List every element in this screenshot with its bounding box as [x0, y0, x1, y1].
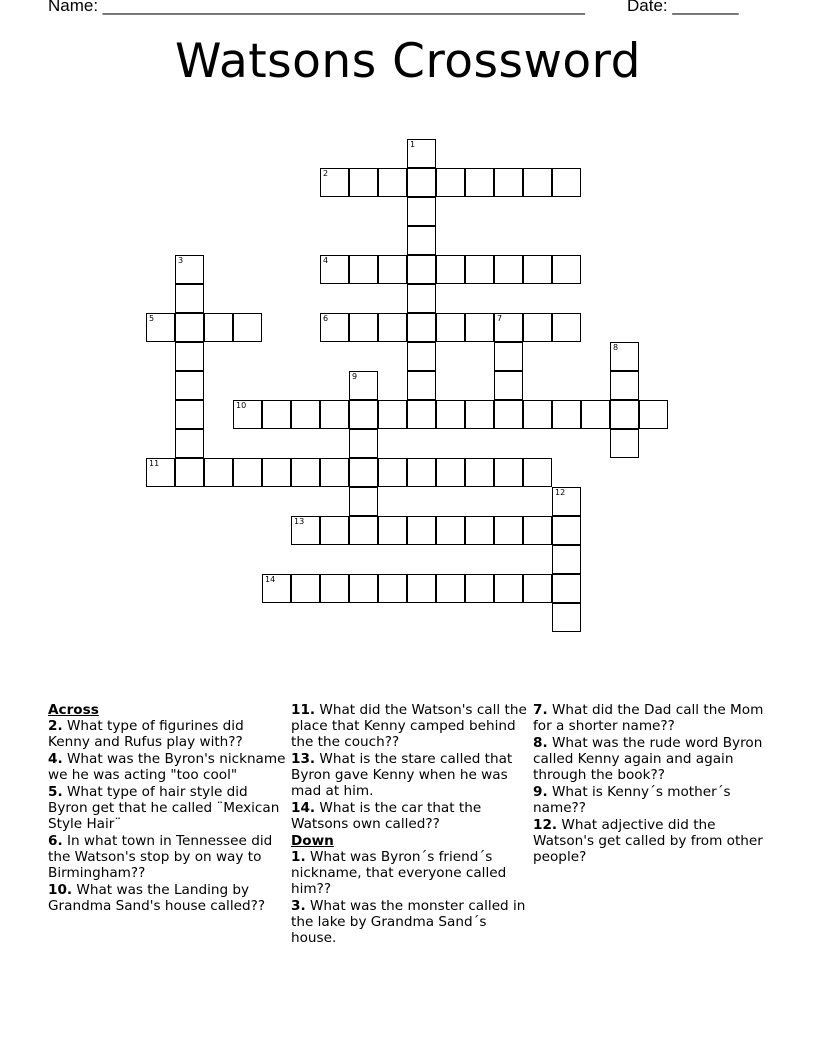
grid-cell[interactable] — [175, 255, 204, 284]
clue-down-7: 7. What did the Dad call the Mom for a shorter name?? — [533, 702, 764, 734]
clue-number: 11 — [149, 459, 160, 468]
grid-cell[interactable] — [465, 255, 494, 284]
grid-cell[interactable] — [407, 139, 436, 168]
grid-cell[interactable] — [349, 574, 378, 603]
grid-cell[interactable] — [320, 313, 349, 342]
grid-cell[interactable] — [262, 574, 291, 603]
grid-cell[interactable] — [407, 516, 436, 545]
grid-cell[interactable] — [407, 574, 436, 603]
clue-down-9: 9. What is Kenny´s mother´s name?? — [533, 784, 731, 816]
grid-cell[interactable] — [407, 371, 436, 400]
grid-cell[interactable] — [175, 284, 204, 313]
grid-cell[interactable] — [349, 487, 378, 516]
clue-across-10: 10. What was the Landing by Grandma Sand's house called?? — [48, 882, 266, 914]
grid-cell[interactable] — [494, 342, 523, 371]
clues-column-3 — [533, 702, 765, 866]
grid-cell[interactable] — [175, 371, 204, 400]
grid-cell[interactable] — [146, 458, 175, 487]
grid-cell[interactable] — [523, 255, 552, 284]
grid-cell[interactable] — [552, 487, 581, 516]
grid-cell[interactable] — [523, 574, 552, 603]
grid-cell[interactable] — [465, 458, 494, 487]
grid-cell[interactable] — [436, 574, 465, 603]
grid-cell[interactable] — [320, 255, 349, 284]
grid-cell[interactable] — [291, 516, 320, 545]
clue-across-13: 13. What is the stare called that Byron gave Kenny when he was mad at him. — [291, 751, 513, 799]
grid-cell[interactable] — [523, 458, 552, 487]
clue-number: 8 — [613, 343, 619, 352]
grid-cell[interactable] — [552, 255, 581, 284]
grid-cell[interactable] — [407, 458, 436, 487]
grid-cell[interactable] — [494, 400, 523, 429]
grid-cell[interactable] — [610, 371, 639, 400]
grid-cell[interactable] — [494, 574, 523, 603]
grid-cell[interactable] — [436, 516, 465, 545]
grid-cell[interactable] — [146, 313, 175, 342]
grid-cell[interactable] — [407, 400, 436, 429]
grid-cell[interactable] — [175, 429, 204, 458]
grid-cell[interactable] — [610, 429, 639, 458]
grid-cell[interactable] — [465, 313, 494, 342]
clue-number: 12 — [555, 488, 566, 497]
grid-cell[interactable] — [378, 168, 407, 197]
clue-number: 6 — [323, 314, 329, 323]
grid-cell[interactable] — [436, 313, 465, 342]
grid-cell[interactable] — [175, 342, 204, 371]
clue-down-8: 8. What was the rude word Byron called Kenny again and again through the book?? — [533, 735, 763, 783]
grid-cell[interactable] — [552, 516, 581, 545]
grid-cell[interactable] — [291, 574, 320, 603]
grid-cell[interactable] — [320, 458, 349, 487]
grid-cell[interactable] — [436, 458, 465, 487]
grid-cell[interactable] — [349, 429, 378, 458]
clues-column-2 — [291, 702, 527, 947]
across-heading: Across — [48, 702, 99, 718]
clue-across-5: 5. What type of hair style did Byron get that he called ¨Mexican Style Hair¨ — [48, 784, 280, 832]
grid-cell[interactable] — [436, 400, 465, 429]
grid-cell[interactable] — [349, 168, 378, 197]
grid-cell[interactable] — [291, 458, 320, 487]
grid-cell[interactable] — [494, 371, 523, 400]
grid-cell[interactable] — [581, 400, 610, 429]
grid-cell[interactable] — [523, 168, 552, 197]
grid-cell[interactable] — [349, 458, 378, 487]
down-heading: Down — [291, 833, 334, 849]
grid-cell[interactable] — [436, 168, 465, 197]
grid-cell[interactable] — [552, 574, 581, 603]
grid-cell[interactable] — [349, 516, 378, 545]
clue-number: 4 — [323, 256, 329, 265]
grid-cell[interactable] — [291, 400, 320, 429]
grid-cell[interactable] — [349, 400, 378, 429]
clue-down-12: 12. What adjective did the Watson's get called by from other people? — [533, 817, 763, 865]
clue-number: 2 — [323, 169, 329, 178]
grid-cell[interactable] — [378, 516, 407, 545]
grid-cell[interactable] — [494, 458, 523, 487]
grid-cell[interactable] — [407, 342, 436, 371]
clue-across-2: 2. What type of figurines did Kenny and Rufus play with?? — [48, 718, 244, 750]
grid-cell[interactable] — [407, 197, 436, 226]
grid-cell[interactable] — [175, 458, 204, 487]
grid-cell[interactable] — [552, 400, 581, 429]
grid-cell[interactable] — [465, 400, 494, 429]
grid-cell[interactable] — [552, 313, 581, 342]
clue-number: 13 — [294, 517, 305, 526]
grid-cell[interactable] — [349, 255, 378, 284]
clue-number: 14 — [265, 575, 276, 584]
page-title: Watsons Crossword — [174, 34, 641, 89]
clue-across-6: 6. In what town in Tennessee did the Watson's stop by on way to Birmingham?? — [48, 833, 273, 881]
grid-cell[interactable] — [465, 516, 494, 545]
grid-cell[interactable] — [262, 458, 291, 487]
grid-cell[interactable] — [233, 458, 262, 487]
grid-cell[interactable] — [552, 545, 581, 574]
grid-cell[interactable] — [523, 313, 552, 342]
grid-cell[interactable] — [552, 168, 581, 197]
grid-cell[interactable] — [233, 313, 262, 342]
grid-cell[interactable] — [320, 400, 349, 429]
grid-cell[interactable] — [552, 603, 581, 632]
clue-across-14: 14. What is the car that the Watsons own called?? — [291, 800, 482, 832]
grid-cell[interactable] — [407, 168, 436, 197]
clue-number: 5 — [149, 314, 155, 323]
name-field-label[interactable]: Name: ___________________________________________________ — [48, 0, 585, 15]
grid-cell[interactable] — [233, 400, 262, 429]
grid-cell[interactable] — [407, 284, 436, 313]
grid-cell[interactable] — [204, 458, 233, 487]
grid-cell[interactable] — [407, 255, 436, 284]
clue-down-3: 3. What was the monster called in the lake by Grandma Sand´s house. — [291, 898, 526, 946]
grid-cell[interactable] — [320, 574, 349, 603]
grid-cell[interactable] — [523, 516, 552, 545]
clue-across-11: 11. What did the Watson's call the place that Kenny camped behind the the couch?? — [291, 702, 527, 750]
grid-cell[interactable] — [639, 400, 668, 429]
grid-cell[interactable] — [378, 458, 407, 487]
grid-cell[interactable] — [610, 342, 639, 371]
clue-number: 3 — [178, 256, 184, 265]
grid-cell[interactable] — [204, 313, 233, 342]
grid-cell[interactable] — [349, 371, 378, 400]
clue-number: 9 — [352, 372, 358, 381]
grid-cell[interactable] — [349, 313, 378, 342]
clue-down-1: 1. What was Byron´s friend´s nickname, that everyone called him?? — [291, 849, 507, 897]
clue-number: 7 — [497, 314, 503, 323]
clue-number: 1 — [410, 140, 416, 149]
date-field-label[interactable]: Date: _______ — [627, 0, 739, 15]
grid-cell[interactable] — [494, 255, 523, 284]
grid-cell[interactable] — [320, 168, 349, 197]
grid-cell[interactable] — [523, 400, 552, 429]
grid-cell[interactable] — [465, 168, 494, 197]
grid-cell[interactable] — [262, 400, 291, 429]
grid-cell[interactable] — [494, 516, 523, 545]
grid-cell[interactable] — [320, 516, 349, 545]
grid-cell[interactable] — [378, 313, 407, 342]
clues-column-1 — [48, 702, 286, 915]
grid-cell[interactable] — [378, 574, 407, 603]
grid-cell[interactable] — [175, 313, 204, 342]
grid-cell[interactable] — [494, 313, 523, 342]
clue-across-4: 4. What was the Byron's nickname we he was acting "too cool" — [48, 751, 286, 783]
grid-cell[interactable] — [407, 313, 436, 342]
grid-cell[interactable] — [610, 400, 639, 429]
grid-cell[interactable] — [378, 400, 407, 429]
grid-cell[interactable] — [465, 574, 494, 603]
grid-cell[interactable] — [175, 400, 204, 429]
grid-cell[interactable] — [436, 255, 465, 284]
clue-number: 10 — [236, 401, 247, 410]
grid-cell[interactable] — [407, 226, 436, 255]
grid-cell[interactable] — [378, 255, 407, 284]
grid-cell[interactable] — [494, 168, 523, 197]
